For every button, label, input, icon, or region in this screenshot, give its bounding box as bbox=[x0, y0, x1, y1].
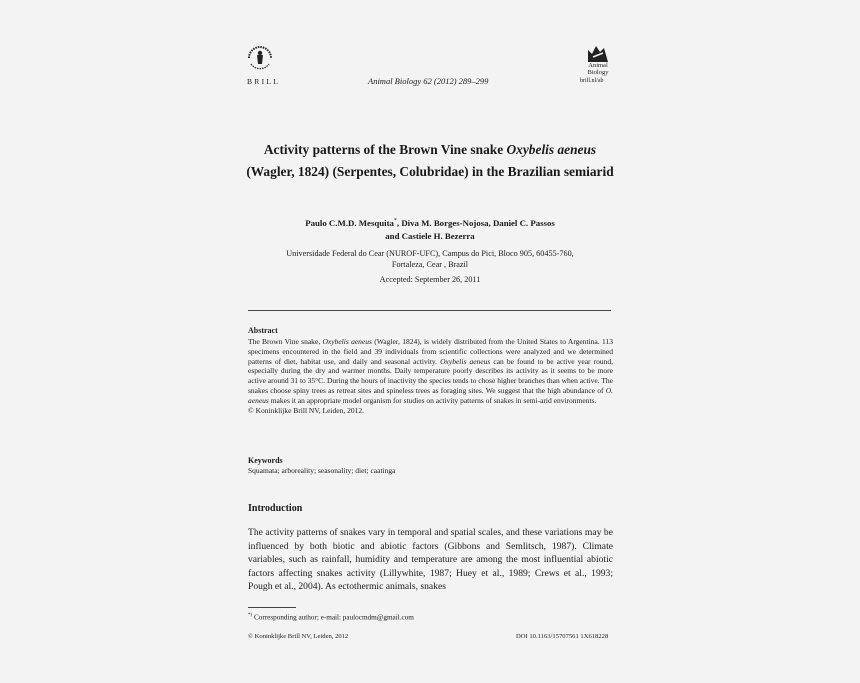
authors bbox=[240, 215, 620, 243]
footnote-divider bbox=[248, 607, 296, 608]
introduction-heading: Introduction bbox=[248, 503, 303, 514]
abstract-text bbox=[248, 337, 613, 415]
brill-seal-logo bbox=[245, 44, 275, 74]
abstract-text-3: can be found to be active year round, especially during the dry and warmer months. Daily temperature poorly describes its activity as it seems to be more active around 31 to 35°C. During the hours of inactivity the species tends to chose higher branches than when active. The snakes choose spiny trees as retreat sites and spineless trees as foraging sites. We suggest that the high abundance of bbox=[248, 356, 613, 395]
journal-citation: Animal Biology 62 (2012) 289–299 bbox=[368, 76, 489, 86]
header-divider bbox=[248, 310, 611, 311]
author-first: Paulo C.M.D. Mesquita bbox=[305, 217, 394, 228]
article-title bbox=[240, 139, 620, 183]
animal-biology-logo bbox=[582, 42, 614, 64]
abstract-species-3: O. aeneus bbox=[248, 385, 613, 405]
footer-copyright: © Koninklijke Brill NV, Leiden, 2012 bbox=[248, 633, 349, 640]
affiliation bbox=[255, 248, 605, 270]
title-part-1: Activity patterns of the Brown Vine snake bbox=[263, 142, 507, 157]
keywords-heading: Keywords bbox=[248, 456, 283, 465]
abstract-species-1: Oxybelis aeneus bbox=[322, 337, 372, 346]
abstract-species-2: Oxybelis aeneus bbox=[440, 356, 491, 366]
accepted-date: Accepted: September 26, 2011 bbox=[379, 275, 481, 284]
affiliation-line-2: Fortaleza, Cear , Brazil bbox=[391, 260, 469, 269]
footnote-text: Corresponding author; e-mail: paulocmdm@gmail.com bbox=[252, 613, 414, 622]
title-part-2: (Wagler, 1824) (Serpentes, Colubridae) in the Brazilian semiarid bbox=[246, 164, 614, 179]
authors-line-1: , Diva M. Borges-Nojosa, Daniel C. Passos bbox=[396, 217, 555, 228]
abstract-text-4: makes it an appropriate model organism for studies on activity patterns of snakes in semi-arid environments. bbox=[268, 395, 597, 405]
logo-line-1: Animal bbox=[588, 62, 608, 69]
animal-biology-logo-text bbox=[582, 62, 614, 76]
footer-doi: DOI 10.1163/15707561 1X618228 bbox=[516, 633, 609, 640]
footnote-marker: *) bbox=[248, 613, 253, 618]
footnote bbox=[248, 613, 414, 621]
abstract-copyright: © Koninklijke Brill NV, Leiden, 2012. bbox=[248, 405, 364, 415]
journal-site: brill.nl/ab bbox=[580, 78, 604, 84]
keywords-text: Squamata; arboreality; seasonality; diet; caatinga bbox=[248, 466, 396, 475]
title-species: Oxybelis aeneus bbox=[506, 142, 597, 157]
introduction-text: The activity patterns of snakes vary in temporal and spatial scales, and these variations may be influenced by both biotic and abiotic factors (Gibbons and Semlitsch, 1987). Climate variables, such as rainfall, humidity and temperature are among the most influential abiotic factors affecting snakes activity (Lillywhite, 1987; Huey et al., 1989; Crews et al., 1993; Pough et al., 2004). As ectothermic animals, snakes bbox=[248, 527, 613, 593]
affiliation-line-1: Universidade Federal do Cear (NUROF-UFC), Campus do Pici, Bloco 905, 60455-760, bbox=[286, 249, 574, 258]
logo-line-2: Biology bbox=[587, 69, 609, 76]
abstract-text-1: The Brown Vine snake, bbox=[248, 337, 323, 346]
authors-line-2: and Castiele H. Bezerra bbox=[385, 230, 475, 241]
abstract-heading: Abstract bbox=[248, 326, 278, 335]
abstract-text-2: (Wagler, 1824), is widely distributed from the United States to Argentina. 113 specimens encountered in the field and 39 individuals from scientific collections were analyzed and we determined patterns of diet, habitat use, and daily and seasonal activity. bbox=[248, 337, 613, 366]
corresponding-mark: * bbox=[393, 218, 397, 224]
publisher-name: BRILL bbox=[247, 77, 281, 86]
